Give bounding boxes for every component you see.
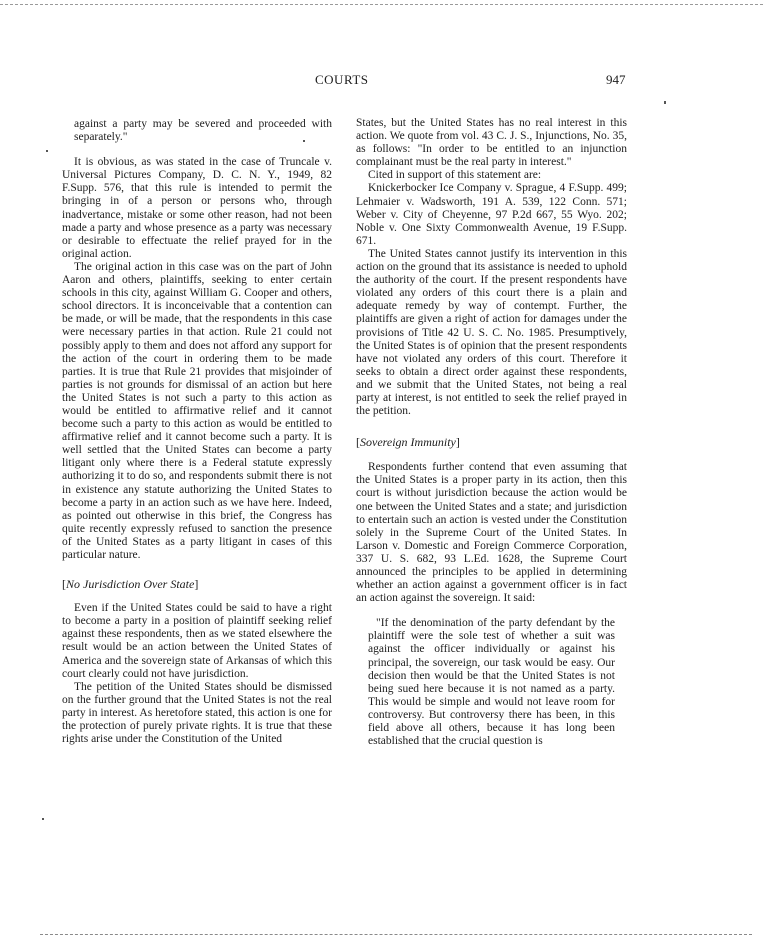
paragraph: Respondents further contend that even assuming that the United States is a proper party in its action, then this court is without jurisdiction because the action would be one between the United States and a state; and jurisdiction to entertain such an action is vested under the Constitution solely in the Supreme Court of the United States. In Larson v. Domestic and Foreign Commerce Corporation, 337 U. S. 682, 93 L.Ed. 1628, the Supreme Court announced the principles to be applied in determining whether an action against a government officer is in fact an action against the sovereign. It said: — [356, 461, 627, 605]
scan-speck — [664, 101, 666, 104]
paragraph: The United States cannot justify its intervention in this action on the ground that its assistance is needed to uphold the authority of the court. If the present respondents have violated any orders of this court there is a plain and adequate remedy by way of contempt. Further, the plaintiffs are given a right of action for damages under the provisions of Title 42 U. S. C. No. 1985. Presumptively, the United States is of opinion that the present respondents have not violated any orders of this court. Therefore it seeks to obtain a direct order against these respondents, and we submit that the United States, not being a real party at interest, is not entitled to seek the relief prayed in the petition. — [356, 247, 627, 418]
page-number: 947 — [606, 72, 626, 87]
heading-text: Sovereign Immunity — [360, 435, 456, 450]
citation-list: Knickerbocker Ice Company v. Sprague, 4 F.Supp. 499; Lehmaier v. Wadsworth, 191 A. 539, 122 Conn. 571; Weber v. City of Cheyenne, 97 P.2d 667, 55 Wyo. 202; Noble v. One Sixty Commonwealth Avenue, 19 F.Supp. 671. — [356, 182, 627, 247]
paragraph: against a party may be severed and proceeded with separately." — [74, 118, 332, 144]
paragraph: The petition of the United States should be dismissed on the further ground that the United States is not the real party in interest. As heretofore stated, this action is one for the protection of purely private rights. It is true that these rights arise under the Constitution of the United — [62, 680, 332, 746]
bottom-scan-edge — [40, 934, 752, 935]
top-scan-edge — [0, 4, 763, 5]
paragraph: It is obvious, as was stated in the case of Truncale v. Universal Pictures Company, D. C. N. Y., 1949, 82 F.Supp. 576, that this rule is intended to permit the bringing in of a person or persons who, through inadvertance, mistake or some other reason, had not been made a party and whose presence as a party was necessary or desirable to effectuate the relief prayed for in the original action. — [62, 156, 332, 260]
paragraph: States, but the United States has no real interest in this action. We quote from vol. 43 C. J. S., Injunctions, No. 35, as follows: "In order to be entitled to an injunction complainant must be the real party in interest." — [356, 117, 627, 169]
heading-text: No Jurisdiction Over State — [66, 577, 195, 592]
paragraph: Even if the United States could be said to have a right to become a party in a position of plaintiff seeking relief against these respondents, then as we stated elsewhere the result would be an action between the United States of America and the sovereign state of Arkansas of which this court clearly could not have jurisdiction. — [62, 602, 332, 680]
paragraph: The original action in this case was on the part of John Aaron and others, plaintiffs, seeking to enter certain schools in this city, against William G. Cooper and others, school directors. It is inconceivable that a contention can be made, or will be made, that the respondents in this case were necessary parties in that action. Rule 21 could not possibly apply to them and does not afford any support for the action of the court in ordering them to be made parties. It is true that Rule 21 provides that misjoinder of parties is not grounds for dismissal of an action but here the United States is not such a party to this action as would be entitled to affirmative relief and it cannot become such a party to this action as would be entitled to affirmative relief and it cannot become such a party. It is well settled that the United States can become a party litigant only where there is a Federal statute expressly authorizing it to do so, and respondents submit there is not in existence any statute authorizing the United States to become a party in an action such as we have here. Indeed, as pointed out otherwise in this brief, the Congress has quite recently expressly refused to sanction the presence of the United States as a party litigant in cases of this particular nature. — [62, 260, 332, 561]
scan-speck — [42, 818, 44, 820]
running-head: COURTS — [315, 72, 369, 87]
scan-speck — [46, 150, 48, 152]
section-heading: [Sovereign Immunity] — [356, 435, 460, 450]
scan-speck — [303, 140, 305, 142]
left-column — [62, 118, 332, 746]
paragraph: Cited in support of this statement are: — [368, 169, 542, 182]
right-column — [356, 117, 627, 748]
section-heading: [No Jurisdiction Over State] — [62, 577, 199, 592]
block-quote: "If the denomination of the party defendant by the plaintiff were the sole test of whether a suit was against the officer individually or against his principal, the sovereign, our task would be easy. Our decision then would be that the United States is not being sued here because it is not named as a party. This would be simple and would not leave room for controversy. But controversy there has been, in this field above all others, because it has long been established that the crucial question is — [368, 617, 615, 748]
